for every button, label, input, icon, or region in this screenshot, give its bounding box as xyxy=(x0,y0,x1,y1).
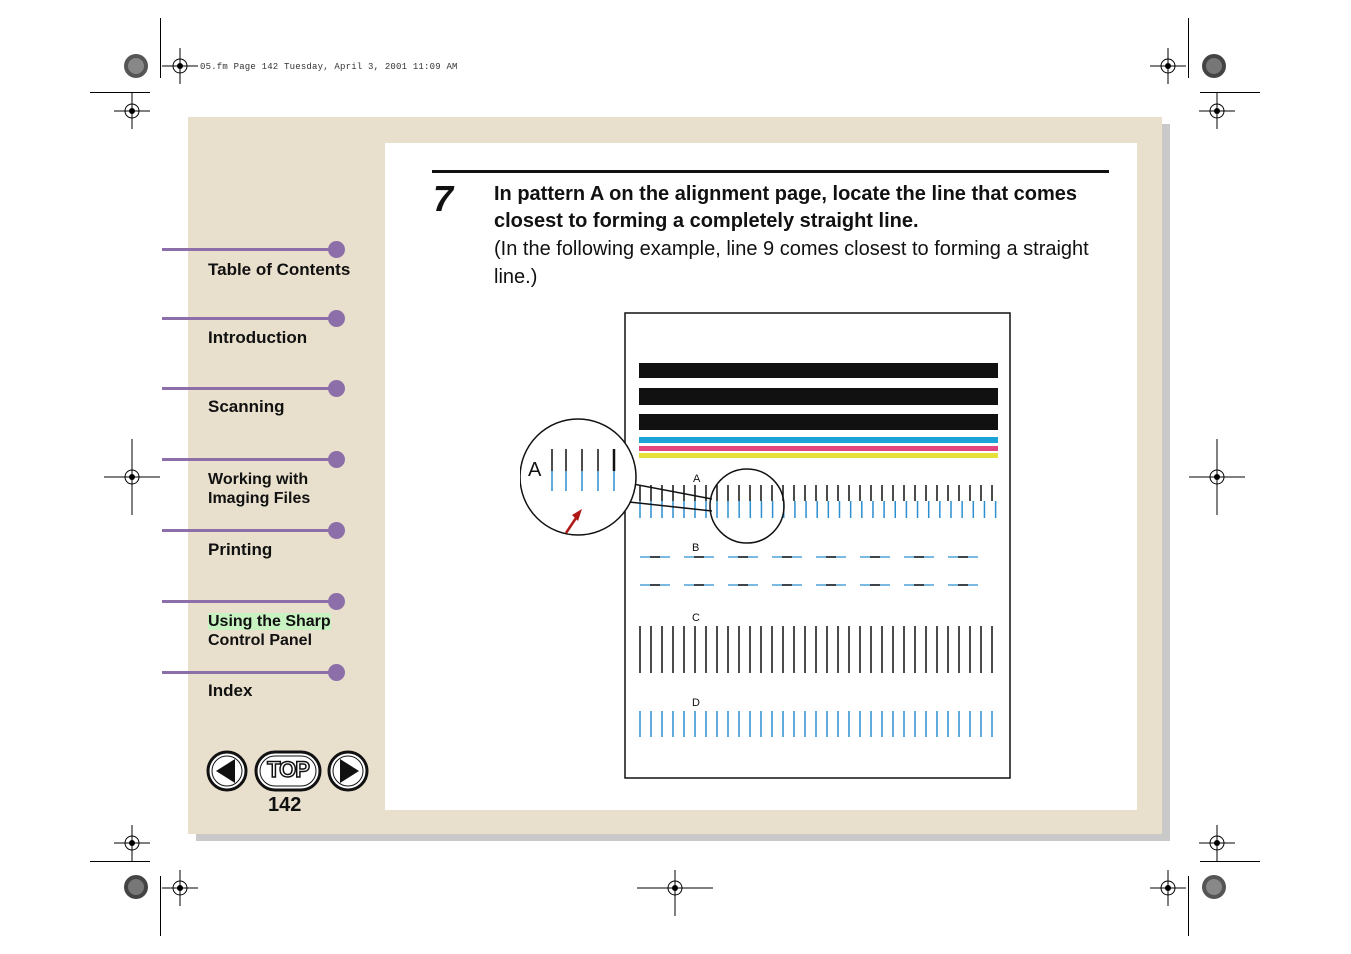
sidebar-item-label: Using the Sharp Control Panel xyxy=(208,613,331,649)
step-number: 7 xyxy=(433,178,454,219)
nav-bullet-icon xyxy=(328,380,345,397)
section-rule xyxy=(432,170,1109,173)
magenta-bar xyxy=(639,446,998,451)
next-page-button[interactable] xyxy=(327,750,369,797)
black-bar xyxy=(639,414,998,430)
previous-page-button[interactable] xyxy=(206,750,248,797)
top-button[interactable] xyxy=(254,750,322,797)
step-note: (In the following example, line 9 comes closest to forming a straight line.) xyxy=(494,238,1089,288)
nav-bullet-icon xyxy=(328,593,345,610)
black-bar xyxy=(639,388,998,405)
sidebar-item-label: Introduction xyxy=(208,328,308,347)
black-bar xyxy=(639,363,998,378)
right-arrow-icon xyxy=(327,750,369,792)
sidebar-item-label: Index xyxy=(208,681,253,700)
page-number: 142 xyxy=(268,794,302,816)
sidebar-item-label: Working with Imaging Files xyxy=(208,471,311,507)
top-button-label: TOP xyxy=(267,757,309,782)
pattern-c-label: C xyxy=(692,612,700,624)
sidebar-item-label: Printing xyxy=(208,540,273,559)
nav-bullet-icon xyxy=(328,241,345,258)
nav-bullet-icon xyxy=(328,310,345,327)
alignment-page-illustration xyxy=(520,311,1015,786)
left-arrow-icon xyxy=(206,750,248,792)
callout-label: A xyxy=(528,459,542,481)
pattern-a-label: A xyxy=(693,473,701,485)
nav-bullet-icon xyxy=(328,664,345,681)
step-instruction: In pattern A on the alignment page, locate the line that comes closest to forming a completely straight line. xyxy=(494,183,1078,232)
pattern-b-label: B xyxy=(692,542,700,554)
sidebar-item-label: Table of Contents xyxy=(208,260,351,279)
yellow-bar xyxy=(639,453,998,458)
cyan-bar xyxy=(639,437,998,443)
pattern-d-label: D xyxy=(692,697,700,709)
sidebar-item-label: Scanning xyxy=(208,397,285,416)
print-header: 05.fm Page 142 Tuesday, April 3, 2001 11:09 AM xyxy=(200,62,458,72)
nav-bullet-icon xyxy=(328,451,345,468)
nav-bullet-icon xyxy=(328,522,345,539)
